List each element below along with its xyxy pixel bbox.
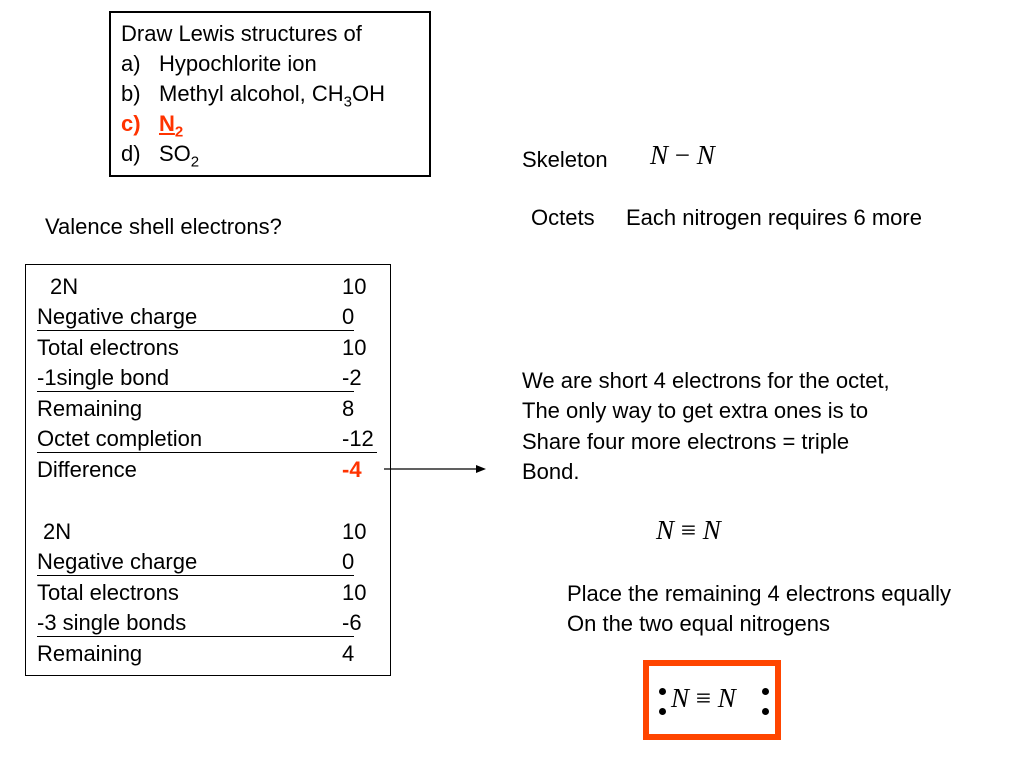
explanation-line: Bond. — [522, 459, 580, 484]
place-text-line: On the two equal nitrogens — [567, 611, 830, 636]
calc-label: 2N — [50, 274, 79, 299]
item-subscript: 2 — [174, 123, 184, 141]
question-item-a — [121, 49, 429, 79]
calc-value: 10 — [342, 274, 367, 299]
calc-value: 10 — [342, 335, 367, 360]
lone-pair-dot — [659, 688, 666, 695]
calc-value: 10 — [342, 580, 367, 605]
triple-bond-symbol: ≡ — [680, 515, 696, 545]
item-text-main: SO — [159, 141, 191, 166]
calc-row — [37, 639, 382, 669]
question-item-c — [121, 109, 429, 139]
answer-box — [643, 660, 781, 740]
answer-formula — [671, 683, 736, 714]
item-letter: a) — [121, 51, 141, 76]
item-subscript: 3 — [343, 93, 352, 111]
calc-row — [37, 333, 382, 363]
item-subscript: 2 — [190, 153, 200, 171]
calc-value-highlight: -4 — [342, 457, 362, 482]
item-text-suffix: OH — [351, 81, 385, 106]
item-letter: d) — [121, 141, 141, 166]
lone-pair-dot — [659, 708, 666, 715]
explanation-line: We are short 4 electrons for the octet, — [522, 368, 890, 393]
single-bond-symbol: − — [674, 140, 690, 170]
calc-label: Negative charge — [37, 549, 198, 574]
octets-text: Each nitrogen requires 6 more — [626, 205, 922, 230]
calc-label: 2N — [43, 519, 72, 544]
calc-row — [37, 608, 362, 637]
item-text — [159, 109, 183, 139]
octets-label: Octets — [531, 205, 595, 230]
calc-label: Remaining — [37, 396, 143, 421]
question-item-b — [121, 79, 429, 109]
calc-row — [37, 547, 354, 576]
item-text-main: Methyl alcohol, CH — [159, 81, 344, 106]
calc-row — [37, 363, 362, 392]
atom-symbol: N — [702, 515, 721, 545]
item-text — [159, 139, 199, 169]
calc-row — [37, 578, 382, 608]
skeleton-label: Skeleton — [522, 147, 608, 172]
calc-value: -2 — [342, 365, 362, 390]
calc-value: 0 — [342, 304, 355, 329]
explanation-line: The only way to get extra ones is to — [522, 398, 869, 423]
calc-label: Total electrons — [37, 580, 179, 605]
calc-row — [37, 455, 382, 485]
question-item-d — [121, 139, 429, 169]
arrow-icon — [384, 460, 494, 480]
item-letter: c) — [121, 111, 141, 136]
calc-value: -12 — [342, 426, 374, 451]
calc-label: Octet completion — [37, 426, 203, 451]
calc-row — [37, 302, 354, 331]
item-text-main: N — [159, 111, 175, 136]
calc-label: Remaining — [37, 641, 143, 666]
explanation-line: Share four more electrons = triple — [522, 429, 850, 454]
atom-symbol: N — [650, 140, 669, 170]
atom-symbol: N — [671, 683, 690, 713]
calc-label: Total electrons — [37, 335, 179, 360]
calc-value: 4 — [342, 641, 355, 666]
triple-bond-formula — [656, 515, 721, 546]
calc-value: -6 — [342, 610, 362, 635]
calc-row — [37, 394, 382, 424]
lone-pair-dot — [762, 688, 769, 695]
calculation-box — [25, 264, 391, 676]
calc-label: Difference — [37, 457, 137, 482]
calc-value: 10 — [342, 519, 367, 544]
calc-label: Negative charge — [37, 304, 198, 329]
question-box — [109, 11, 431, 177]
calc-label: -1single bond — [37, 365, 170, 390]
question-title — [121, 19, 429, 49]
atom-symbol: N — [656, 515, 675, 545]
calc-value: 0 — [342, 549, 355, 574]
skeleton-formula — [650, 140, 715, 171]
valence-heading: Valence shell electrons? — [45, 214, 282, 239]
lone-pair-dot — [762, 708, 769, 715]
item-letter: b) — [121, 81, 141, 106]
calc-row — [37, 517, 382, 547]
item-text — [159, 79, 385, 109]
question-title-text: Draw Lewis structures of — [121, 21, 362, 46]
atom-symbol: N — [696, 140, 715, 170]
calc-label: -3 single bonds — [37, 610, 187, 635]
item-text-underlined — [159, 111, 184, 141]
triple-bond-symbol: ≡ — [695, 683, 711, 713]
item-text: Hypochlorite ion — [159, 51, 317, 76]
calc-row — [37, 424, 377, 453]
calc-value: 8 — [342, 396, 355, 421]
atom-symbol: N — [717, 683, 736, 713]
calc-row — [37, 272, 382, 302]
place-text-line: Place the remaining 4 electrons equally — [567, 581, 952, 606]
